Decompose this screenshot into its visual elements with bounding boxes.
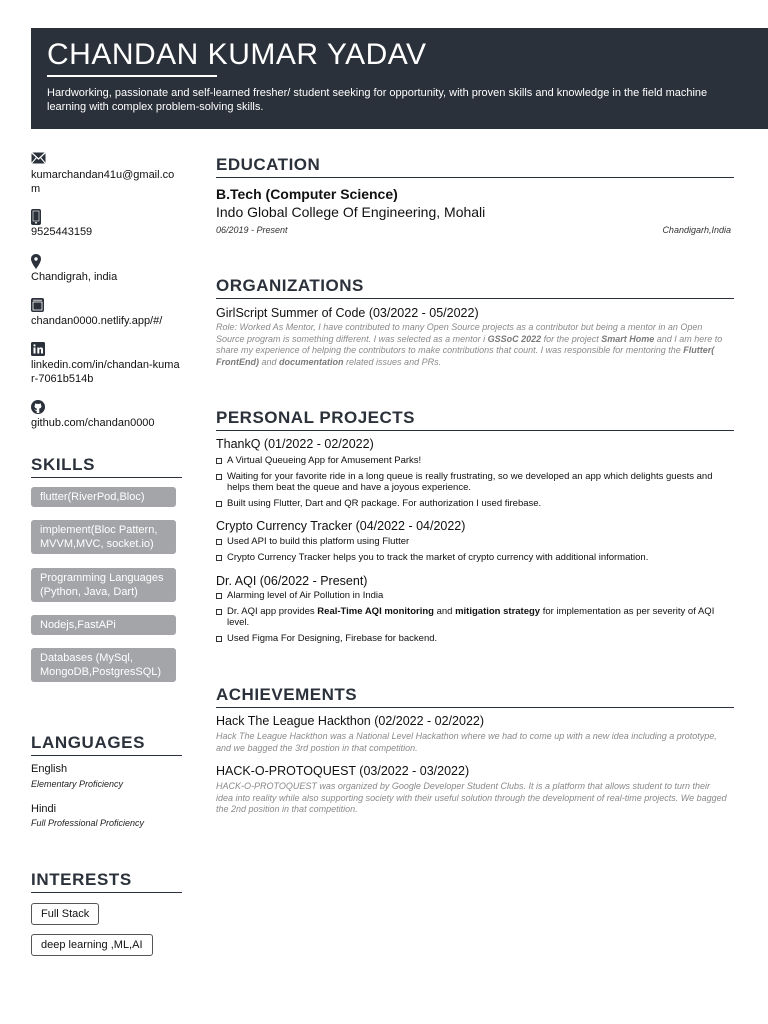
- achievement-title: HACK-O-PROTOQUEST (03/2022 - 03/2022): [216, 764, 470, 778]
- name-underline: [47, 75, 217, 77]
- bullet-item: Used Figma For Designing, Firebase for backend.: [216, 633, 728, 644]
- achievement-description: HACK-O-PROTOQUEST was organized by Google Developer Student Clubs. It is a platform that allows student to turn their idea into reality while also supporting society with their useful solution through the development of real-time projects. We bagged the 2nd position in that competition.: [216, 781, 727, 814]
- bullet-item: Built using Flutter, Dart and QR package. For authorization I used firebase.: [216, 498, 728, 509]
- skill-badge: Programming Languages (Python, Java, Dart): [31, 568, 176, 602]
- github-text: github.com/chandan0000: [31, 417, 155, 429]
- bullet-item: Waiting for your favorite ride in a long queue is really frustrating, so we developed an app which delights guests and helps them beat the queue and have a joyous experience.: [216, 471, 728, 493]
- interest-tag: Full Stack: [31, 903, 99, 925]
- project-title: Dr. AQI (06/2022 - Present): [216, 574, 368, 588]
- bullet-item: Dr. AQI app provides Real-Time AQI monitoring and mitigation strategy for implementation as per severity of AQI level.: [216, 606, 728, 628]
- language-level: Elementary Proficiency: [31, 779, 124, 789]
- contact-website[interactable]: [31, 298, 183, 328]
- envelope-icon: [31, 152, 183, 168]
- email-text: kumarchandan41u@gmail.com: [31, 169, 175, 195]
- skill-badge: implement(Bloc Pattern, MVVM,MVC, socket.io): [31, 520, 176, 554]
- summary-text: Hardworking, passionate and self-learned fresher/ student seeking for opportunity, with proven skills and knowledge in the field machine learning with complex problem-solving skills.: [47, 87, 708, 113]
- organization-description: Role: Worked As Mentor, I have contributed to many Open Source projects as a contributor but being a mentor in an Open Source program is something different. I was selected as a mentor i GSSoC 2022 for the project Smart Home and I am here to share my experience of helping the contributors to make contributions that count. I was responsible for mentoring the Flutter( FrontEnd) and documentation related issues and PRs.: [216, 322, 723, 367]
- organization-title: GirlScript Summer of Code (03/2022 - 05/2022): [216, 306, 479, 320]
- resume-header: [31, 28, 768, 129]
- location-text: Chandigrah, india: [31, 271, 118, 283]
- candidate-name: CHANDAN KUMAR YADAV: [47, 38, 427, 71]
- languages-heading: LANGUAGES: [31, 733, 182, 756]
- bullet-item: Crypto Currency Tracker helps you to track the market of crypto currency with additional information.: [216, 552, 728, 563]
- education-heading: EDUCATION: [216, 155, 734, 178]
- interest-tag: deep learning ,ML,AI: [31, 934, 153, 956]
- achievement-description: Hack The League Hackthon was a National Level Hackathon where we had to come up with a new idea including a prototype, and we bagged the 3rd postion in that competition.: [216, 731, 717, 753]
- achievement-title: Hack The League Hackthon (02/2022 - 02/2022): [216, 714, 485, 728]
- linkedin-icon: [31, 342, 183, 358]
- location-pin-icon: [31, 254, 183, 270]
- skills-heading: SKILLS: [31, 455, 182, 478]
- interests-heading: INTERESTS: [31, 870, 182, 893]
- skill-badge: Databases (MySql, MongoDB,PostgresSQL): [31, 648, 176, 682]
- website-text: chandan0000.netlify.app/#/: [31, 315, 163, 327]
- contact-phone[interactable]: [31, 209, 183, 239]
- project-bullets: [216, 455, 728, 514]
- phone-text: 9525443159: [31, 226, 93, 238]
- education-location: Chandigarh,India: [662, 225, 731, 235]
- language-level: Full Professional Proficiency: [31, 818, 145, 828]
- project-bullets: [216, 536, 728, 568]
- contact-linkedin[interactable]: [31, 342, 183, 386]
- language-name: English: [31, 763, 68, 775]
- bullet-item: Used API to build this platform using Flutter: [216, 536, 728, 547]
- linkedin-text: linkedin.com/in/chandan-kumar-7061b514b: [31, 359, 180, 385]
- skill-badge: Nodejs,FastAPi: [31, 615, 176, 635]
- education-dates: 06/2019 - Present: [216, 225, 288, 235]
- education-school: Indo Global College Of Engineering, Mohali: [216, 204, 486, 220]
- language-name: Hindi: [31, 803, 57, 815]
- achievements-heading: ACHIEVEMENTS: [216, 685, 734, 708]
- project-title: ThankQ (01/2022 - 02/2022): [216, 437, 374, 451]
- phone-icon: [31, 209, 183, 225]
- project-title: Crypto Currency Tracker (04/2022 - 04/2022): [216, 519, 466, 533]
- website-icon: [31, 298, 183, 314]
- contact-location: [31, 254, 183, 284]
- education-degree: B.Tech (Computer Science): [216, 186, 398, 202]
- github-icon: [31, 400, 183, 416]
- organizations-heading: ORGANIZATIONS: [216, 276, 734, 299]
- projects-heading: PERSONAL PROJECTS: [216, 408, 734, 431]
- project-bullets: [216, 590, 728, 649]
- contact-github[interactable]: [31, 400, 183, 430]
- bullet-item: A Virtual Queueing App for Amusement Parks!: [216, 455, 728, 466]
- skill-badge: flutter(RiverPod,Bloc): [31, 487, 176, 507]
- contact-email[interactable]: [31, 152, 183, 196]
- bullet-item: Alarming level of Air Pollution in India: [216, 590, 728, 601]
